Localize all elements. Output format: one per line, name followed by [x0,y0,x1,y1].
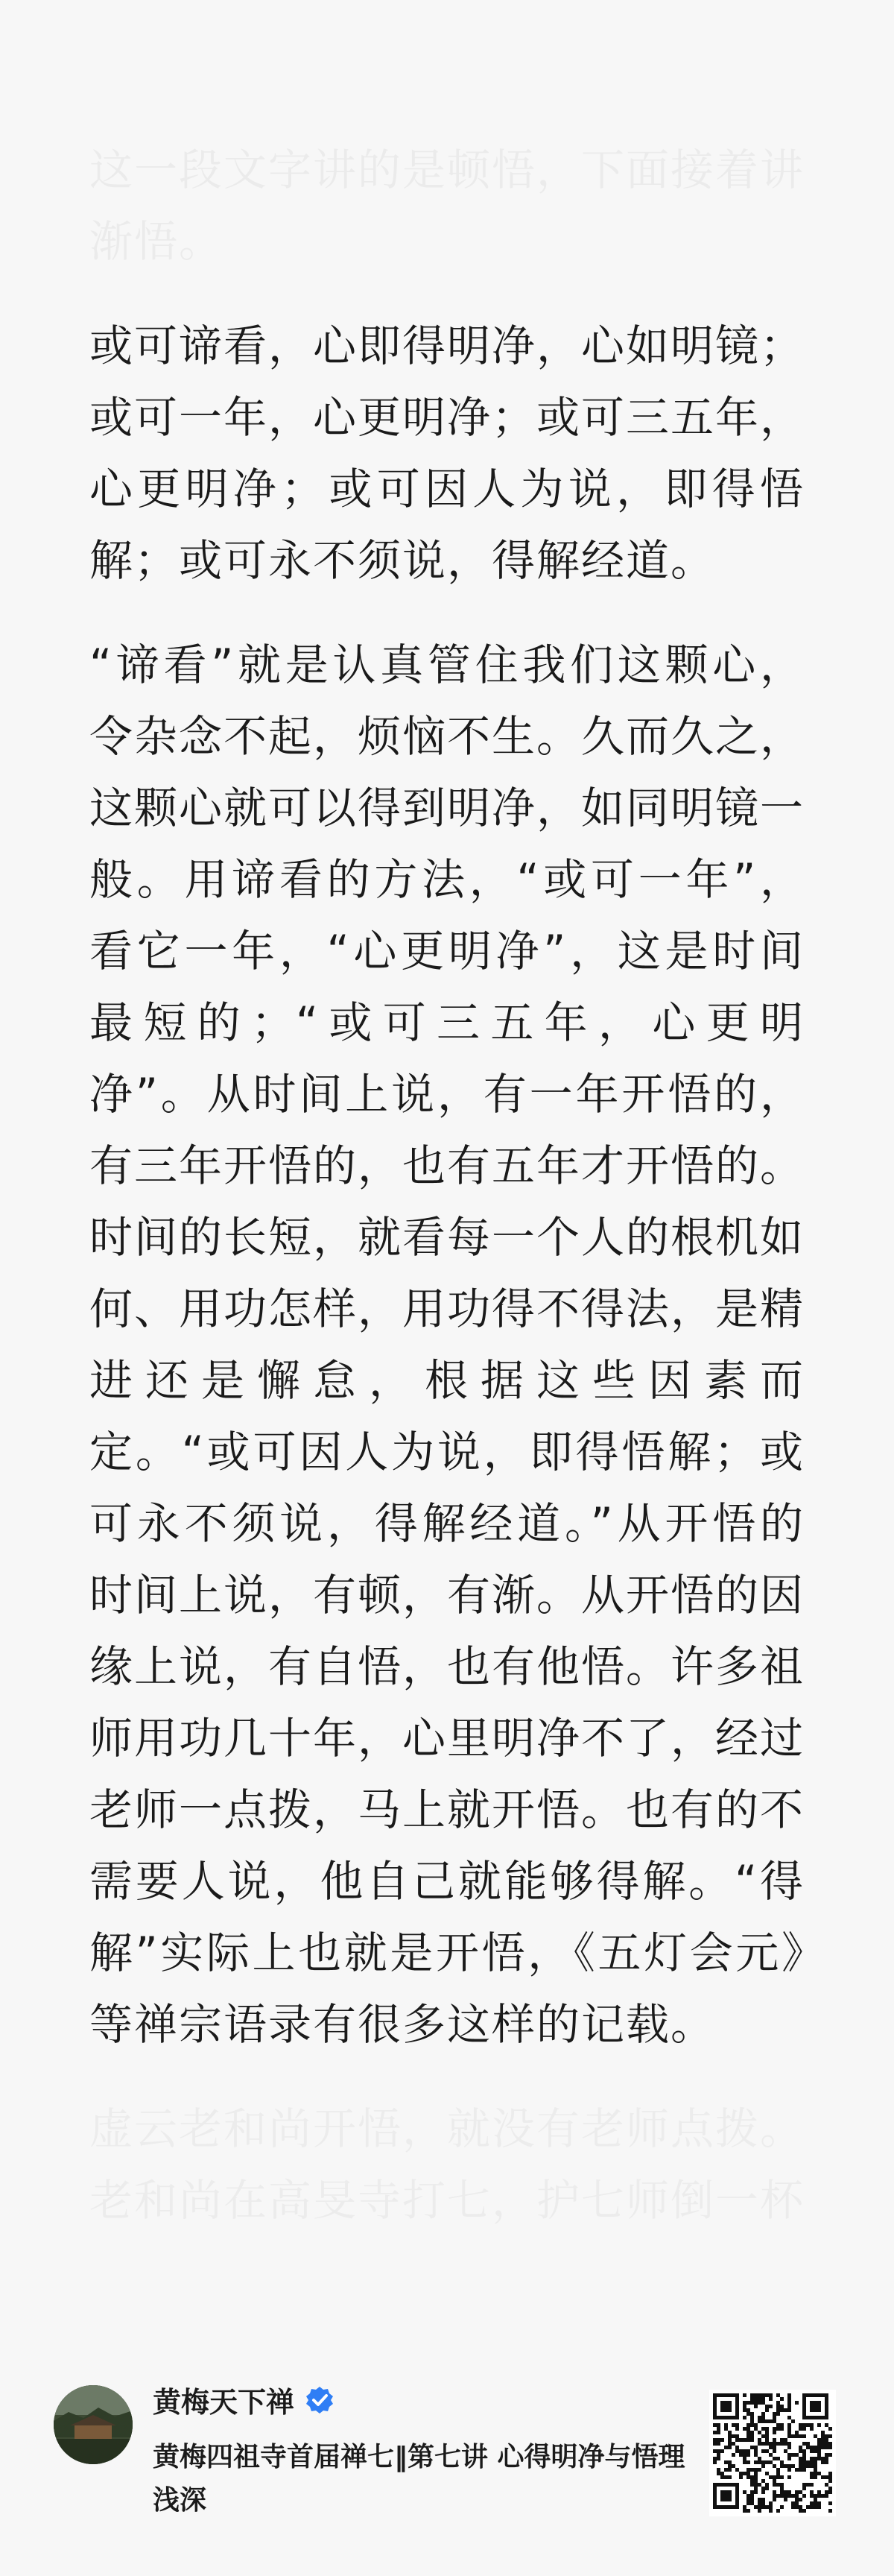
verified-badge-icon [305,2385,335,2415]
faded-top-paragraph: 这一段文字讲的是顿悟，下面接着讲渐悟。 [89,145,805,267]
faded-bottom-paragraph: 虚云老和尚开悟，就没有老师点拨。老和尚在高旻寺打七，护七师倒一杯 [89,2103,805,2226]
article-body [89,134,805,2269]
author-avatar[interactable] [54,2385,133,2464]
author-name-row[interactable] [153,2379,335,2420]
share-article-title[interactable]: 黄梅四祖寺首届禅七‖第七讲 心得明净与悟理浅深 [153,2442,685,2516]
qr-code-icon [709,2390,836,2516]
author-name[interactable]: 黄梅天下禅 [153,2386,295,2419]
commentary-paragraph: “谛看”就是认真管住我们这颗心，令杂念不起，烦恼不生。久而久之，这颗心就可以得到明净，如同明镜一般。用谛看的方法，“或可一年”，看它一年，“心更明净”，这是时间最短的；“或可三五年，心更明净”。从时间上说，有一年开悟的，有三年开悟的，也有五年才开悟的。时间的长短，就看每一个人的根机如何、用功怎样，用功得不得法，是精进还是懈怠，根据这些因素而定。“或可因人为说，即得悟解；或可永不须说，得解经道。”从开悟的时间上说，有顿，有渐。从开悟的因缘上说，有自悟，也有他悟。许多祖师用功几十年，心里明净不了，经过老师一点拨，马上就开悟。也有的不需要人说，他自己就能够得解。“得解”实际上也就是开悟，《五灯会元》等禅宗语录有很多这样的记载。 [89,640,805,2050]
share-footer [0,2363,894,2576]
sutra-quote-paragraph: 或可谛看，心即得明净，心如明镜；或可一年，心更明净；或可三五年，心更明净；或可因人为说，即得悟解；或可永不须说，得解经道。 [89,321,805,586]
temple-photo-icon [54,2385,133,2464]
